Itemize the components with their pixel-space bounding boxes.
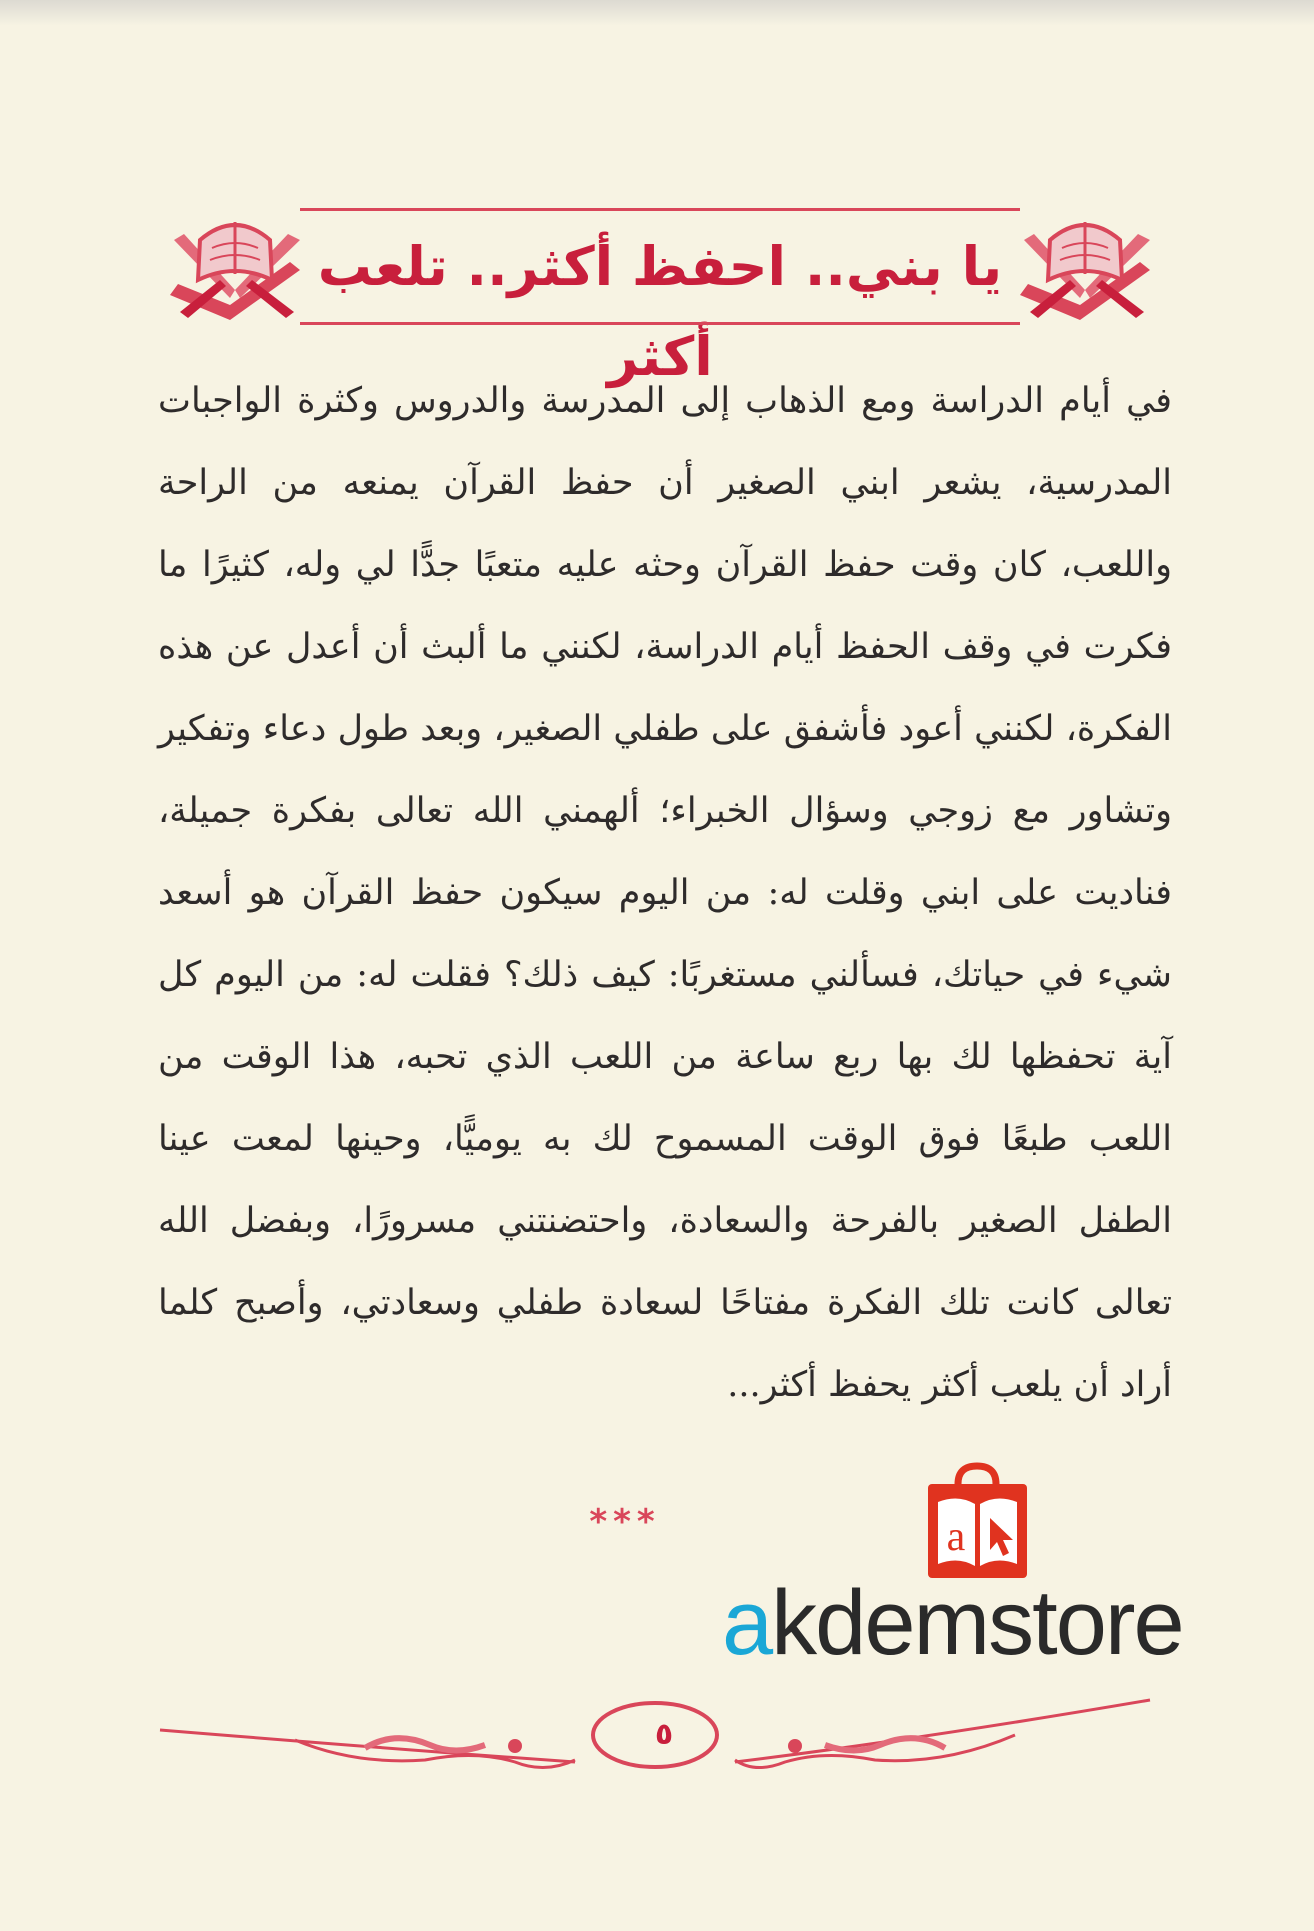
badge-letter: a — [946, 1514, 966, 1560]
body-text — [158, 360, 1172, 1426]
chapter-title: يا بني.. احفظ أكثر.. تلعب أكثر — [317, 235, 1003, 388]
page-number: ٥ — [654, 1717, 674, 1752]
chapter-header — [160, 200, 1160, 388]
page-top-shadow — [0, 0, 1314, 26]
header-rule-bottom — [300, 322, 1020, 325]
section-divider: *** — [589, 1502, 661, 1542]
quran-stand-icon — [1010, 200, 1160, 330]
logo-wordmark: kdemstore — [771, 1572, 1183, 1674]
header-rule-top — [300, 208, 1020, 211]
logo-accent-letter: a — [722, 1572, 772, 1674]
quran-stand-icon — [160, 200, 310, 330]
story-paragraph: في أيام الدراسة ومع الذهاب إلى المدرسة والدروس وكثرة الواجبات المدرسية، يشعر ابني الصغير أن حفظ القرآن يمنعه من الراحة واللعب، كان وقت حفظ القرآن وحثه عليه متعبًا جدًّا لي وله، كثيرًا ما فكرت في وقف الحفظ أيام الدراسة، لكنني ما ألبث أن أعدل عن هذه الفكرة، لكنني أعود فأشفق على طفلي الصغير، وبعد طول دعاء وتفكير وتشاور مع زوجي وسؤال الخبراء؛ ألهمني الله تعالى بفكرة جميلة، فناديت على ابني وقلت له: من اليوم سيكون حفظ القرآن هو أسعد شيء في حياتك، فسألني مستغربًا: كيف ذلك؟ فقلت له: من اليوم كل آية تحفظها لك بها ربع ساعة من اللعب الذي تحبه، هذا الوقت من اللعب طبعًا فوق الوقت المسموح لك به يوميًّا، وحينها لمعت عينا الطفل الصغير بالفرحة والسعادة، واحتضنتني مسرورًا، وبفضل الله تعالى كانت تلك الفكرة مفتاحًا لسعادة طفلي وسعادتي، وأصبح كلما أراد أن يلعب أكثر يحفظ أكثر... — [158, 381, 1172, 1405]
shopping-bag-book-icon — [920, 1462, 1035, 1582]
watermark-logo — [722, 1568, 1242, 1678]
